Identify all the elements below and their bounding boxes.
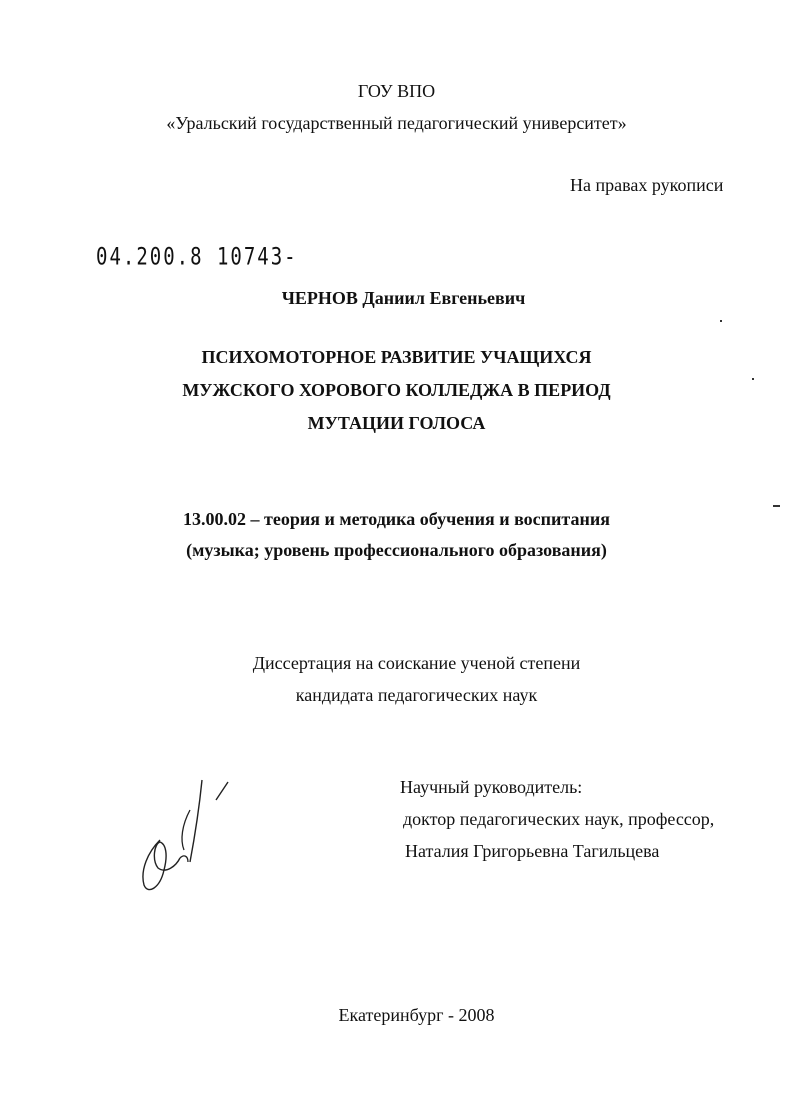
specialty-code-line: 13.00.02 – теория и методика обучения и воспитания [183, 509, 610, 529]
title-line-2: МУЖСКОГО ХОРОВОГО КОЛЛЕДЖА В ПЕРИОД [182, 380, 611, 400]
rights-note: На правах рукописи [570, 175, 724, 195]
organization-line: ГОУ ВПО [357, 81, 436, 101]
author-name: ЧЕРНОВ Даниил Евгеньевич [281, 288, 526, 308]
degree-line-1: Диссертация на соискание ученой степени [252, 653, 581, 673]
supervisor-label: Научный руководитель: [400, 777, 583, 797]
scan-speck [720, 320, 722, 322]
title-line-3: МУТАЦИИ ГОЛОСА [307, 413, 486, 433]
title-line-1: ПСИХОМОТОРНОЕ РАЗВИТИЕ УЧАЩИХСЯ [201, 347, 592, 367]
supervisor-name: Наталия Григорьевна Тагильцева [405, 841, 660, 861]
specialty-detail-line: (музыка; уровень профессионального образования) [186, 540, 607, 560]
scan-speck [773, 505, 780, 507]
university-name: «Уральский государственный педагогический университет» [166, 113, 627, 133]
handwritten-signature-icon [130, 770, 240, 900]
supervisor-credentials: доктор педагогических наук, профессор, [403, 809, 715, 829]
city-year: Екатеринбург - 2008 [338, 1005, 495, 1025]
library-stamp-number: 04.200.8 10743- [96, 243, 298, 271]
scan-speck [752, 378, 754, 380]
degree-line-2: кандидата педагогических наук [295, 685, 538, 705]
